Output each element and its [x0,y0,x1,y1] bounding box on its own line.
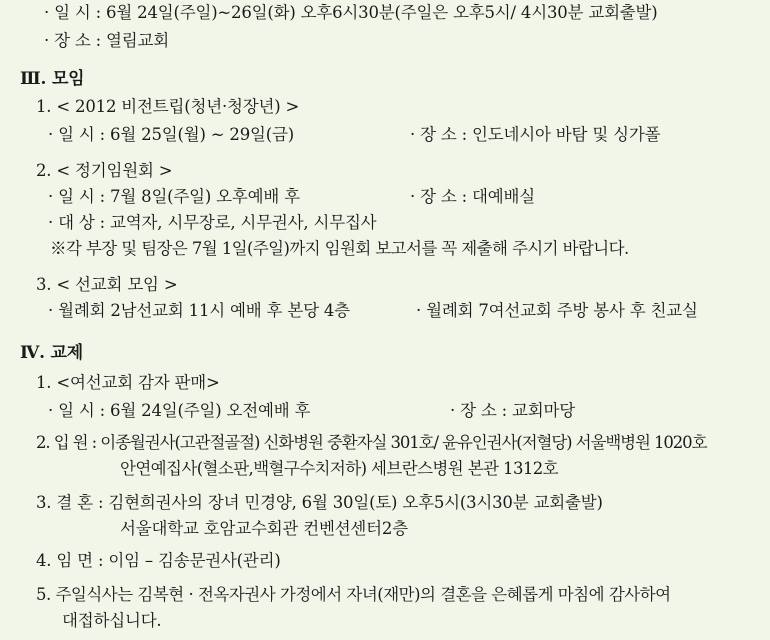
section-3-heading: Ⅲ. 모임 [20,69,85,89]
meeting-2-row [48,186,768,208]
meeting-2-date: · 일 시 : 7월 8일(주일) 오후예배 후 [48,187,300,206]
meeting-1-date: · 일 시 : 6월 25일(월) ~ 29일(금) [48,125,294,144]
fellowship-2-line1: 2. 입 원 : 이종월권사(고관절골절) 신화병원 중환자실 301호/ 윤유인권사(저혈당) 서울백병원 1020호 [36,433,707,452]
meeting-2-note: ※각 부장 및 팀장은 7월 1일(주일)까지 임원회 보고서를 꼭 제출해 주시기 바랍니다. [50,239,629,258]
meeting-3-right: · 월례회 7여선교회 주방 봉사 후 친교실 [416,301,698,320]
fellowship-3-line2: 서울대학교 호암교수회관 컨벤션센터2층 [120,519,408,538]
meeting-2-title: 2. < 정기임원회 > [36,161,173,180]
fellowship-5-line2: 대접하십니다. [62,611,162,630]
meeting-1-row [48,124,768,146]
fellowship-1-date: · 일 시 : 6월 24일(주일) 오전예배 후 [48,401,311,420]
meeting-3-title: 3. < 선교회 모임 > [36,275,178,294]
fellowship-3-line1: 3. 결 혼 : 김현희권사의 장녀 민경양, 6월 30일(토) 오후5시(3시30분 교회출발) [36,493,603,512]
fellowship-5-line1: 5. 주일식사는 김복현 · 전옥자권사 가정에서 자녀(재만)의 결혼을 은혜롭게 마침에 감사하여 [36,585,671,604]
meeting-1-place: · 장 소 : 인도네시아 바탐 및 싱가폴 [410,125,661,144]
fellowship-1-title: 1. <여선교회 감자 판매> [36,373,220,392]
fellowship-4-line1: 4. 임 면 : 이임 – 김송문권사(관리) [36,551,281,570]
fellowship-1-row [48,400,768,422]
meeting-3-left: · 월례회 2남선교회 11시 예배 후 본당 4층 [48,301,350,320]
prev-schedule-line: · 일 시 : 6월 24일(주일)~26일(화) 오후6시30분(주일은 오후5시/ 4시30분 교회출발) [44,3,658,22]
meeting-1-title: 1. < 2012 비전트립(청년·청장년) > [36,97,300,116]
meeting-2-target: · 대 상 : 교역자, 시무장로, 시무권사, 시무집사 [48,213,377,232]
meeting-2-place: · 장 소 : 대예배실 [410,187,536,206]
meeting-3-row [48,300,768,322]
section-4-heading: Ⅳ. 교제 [20,343,83,363]
prev-place-line: · 장 소 : 열림교회 [44,31,170,50]
fellowship-2-line2: 안연예집사(혈소판,백혈구수치저하) 세브란스병원 본관 1312호 [120,459,558,478]
fellowship-1-place: · 장 소 : 교회마당 [450,401,576,420]
